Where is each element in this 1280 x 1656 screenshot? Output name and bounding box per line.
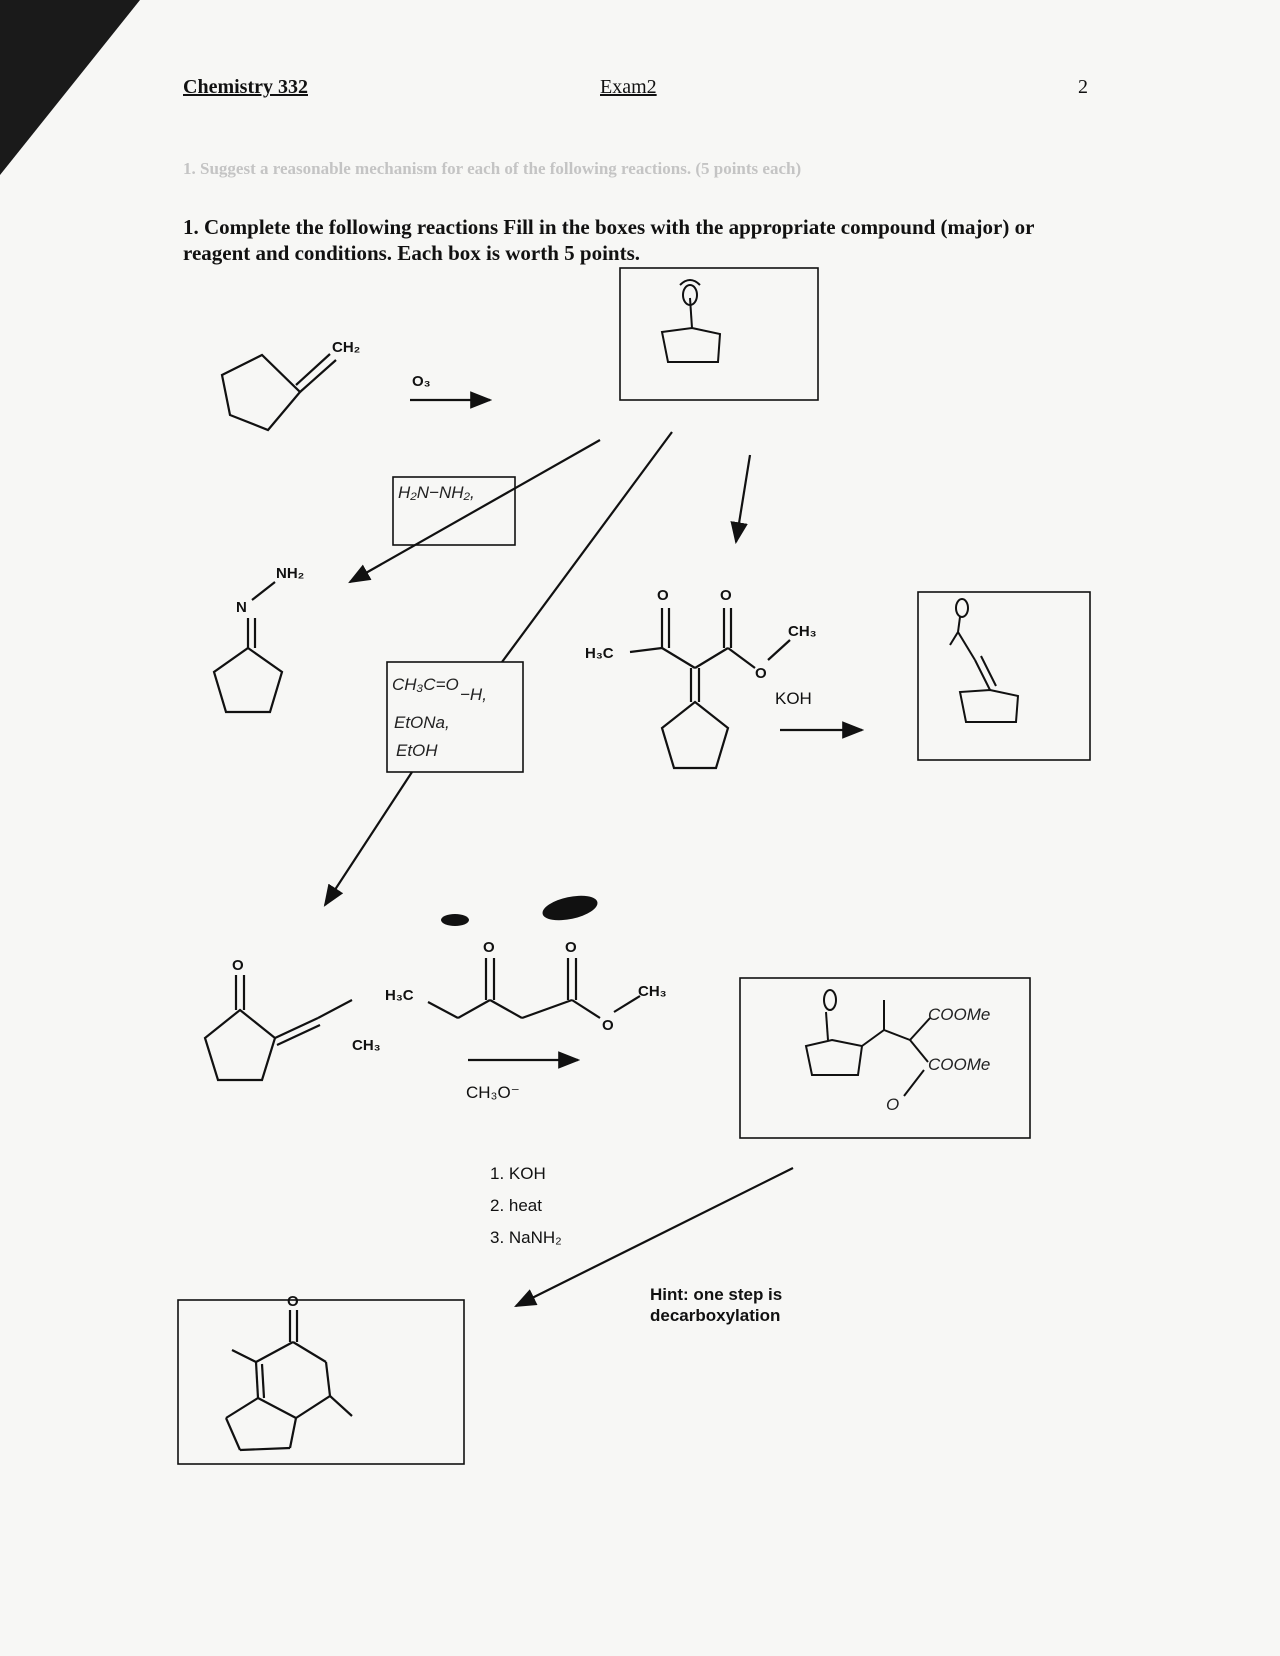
condition-step-2: 2. heat xyxy=(490,1196,542,1215)
label-ch3-ester: CH₃ xyxy=(788,623,817,640)
ethylidenecyclopentanone-structure xyxy=(205,975,352,1080)
page-number: 2 xyxy=(1078,76,1088,98)
course-title: Chemistry 332 xyxy=(183,76,308,98)
label-o-ether: O xyxy=(755,665,767,682)
cyclopentanone-handdrawn xyxy=(662,280,720,362)
line-to-aldol xyxy=(502,432,672,662)
bicyclic-enone-structure xyxy=(226,1310,352,1450)
faint-bleedthrough-text: 1. Suggest a reasonable mechanism for each of the following reactions. (5 points each) xyxy=(183,159,802,178)
label-ch3-ethylidene: CH₃ xyxy=(352,1037,381,1054)
question-instructions: 1. Complete the following reactions Fill in the boxes with the appropriate compound (major) or reagent and conditions. Each box is worth 5 points. xyxy=(183,215,1035,265)
alkylidene-ketoester-structure xyxy=(630,608,790,768)
label-o-ethylidene: O xyxy=(232,957,244,974)
label-o-ketone2: O xyxy=(483,939,495,956)
label-o-ketone: O xyxy=(657,587,669,604)
label-ch2-start: CH₂ xyxy=(332,339,361,356)
scribble-mark-right xyxy=(540,891,599,924)
label-o-ester2: O xyxy=(565,939,577,956)
label-ch3-ester2: CH₃ xyxy=(638,983,667,1000)
condition-step-3: 3. NaNH₂ xyxy=(490,1228,562,1247)
label-ozone: O₃ xyxy=(412,373,431,390)
acetylidene-cyclopentane-handdrawn xyxy=(950,599,1018,722)
handwritten-etoh: EtOH xyxy=(396,741,438,760)
label-h3c-ketoester: H₃C xyxy=(585,645,614,662)
label-methoxide: CH₃O⁻ xyxy=(466,1083,520,1102)
condition-step-1: 1. KOH xyxy=(490,1164,546,1183)
label-o-ester: O xyxy=(720,587,732,604)
label-h3c-ketoester2: H₃C xyxy=(385,987,414,1004)
scribble-mark-left xyxy=(441,914,469,926)
handwritten-etona: EtONa, xyxy=(394,713,450,732)
handwritten-acetaldehyde-h: −H, xyxy=(460,685,487,704)
answer-box-koh-product[interactable] xyxy=(918,592,1090,760)
label-koh: KOH xyxy=(775,689,812,708)
arrow-to-ketoester xyxy=(736,455,750,542)
hint-text: Hint: one step is decarboxylation xyxy=(650,1285,783,1325)
cyclopentanone-hydrazone-structure xyxy=(214,582,282,712)
handwritten-hydrazine: H₂N−NH₂, xyxy=(398,483,475,502)
exam-title: Exam2 xyxy=(600,76,657,98)
arrow-to-ethylidene xyxy=(325,772,412,905)
final-product-box xyxy=(178,1300,464,1464)
arrow-to-hydrazone xyxy=(350,440,600,582)
michael-adduct-handdrawn xyxy=(806,990,930,1096)
label-nh2: NH₂ xyxy=(276,565,305,582)
final-step-conditions xyxy=(490,1158,562,1254)
handwritten-coome-1: COOMe xyxy=(928,1005,991,1024)
label-o-ether2: O xyxy=(602,1017,614,1034)
handwritten-o: O xyxy=(886,1095,900,1114)
handwritten-coome-2: COOMe xyxy=(928,1055,991,1074)
label-o-final: O xyxy=(287,1293,299,1310)
label-hydrazone-n: N xyxy=(236,599,247,616)
methyl-3-oxopentanoate-structure xyxy=(428,958,640,1018)
methylenecyclopentane-structure xyxy=(222,354,336,430)
handwritten-acetaldehyde: CH₃C=O xyxy=(392,675,459,694)
